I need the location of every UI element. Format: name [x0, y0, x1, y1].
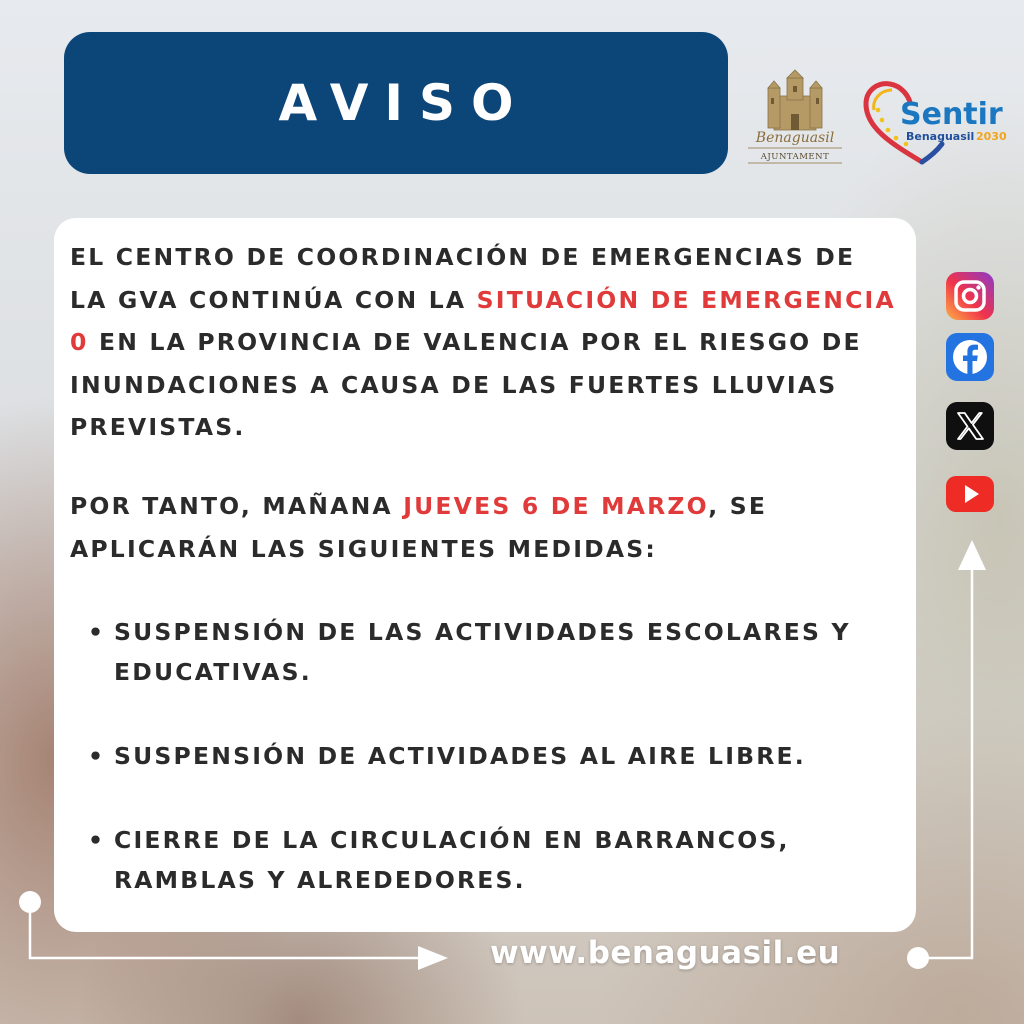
- connector-dot-left: [19, 891, 41, 913]
- notice-card: [54, 218, 916, 932]
- ajuntament-subtitle: AJUNTAMENT: [760, 152, 830, 162]
- arrow-up-icon: [958, 540, 986, 570]
- connector-dot-right: [907, 947, 929, 969]
- page-title: AVISO: [278, 74, 530, 132]
- emergency-level-highlight: SITUACIÓN DE EMERGENCIA 0: [70, 285, 896, 356]
- notice-paragraph-2: [70, 485, 900, 570]
- website-link[interactable]: www.benaguasil.eu: [490, 935, 841, 971]
- paragraph-2-text-end: , SE APLICARÁN LAS SIGUIENTES MEDIDAS:: [70, 492, 768, 563]
- youtube-icon[interactable]: [946, 470, 994, 518]
- sentir-subtitle: Benaguasil: [906, 130, 975, 143]
- x-icon[interactable]: [946, 402, 994, 450]
- aviso-banner: [64, 32, 728, 174]
- sentir-logo: [862, 80, 1010, 166]
- sentir-year: 2030: [976, 130, 1007, 143]
- paragraph-2-text-start: POR TANTO, MAÑANA: [70, 492, 404, 520]
- date-highlight: JUEVES 6 DE MARZO: [403, 492, 709, 520]
- facebook-icon[interactable]: [946, 333, 994, 381]
- measure-item: • SUSPENSIÓN DE ACTIVIDADES AL AIRE LIBRE.: [88, 736, 914, 776]
- ajuntament-name: Benaguasil: [755, 130, 835, 146]
- sentir-word: Sentir: [900, 97, 1003, 132]
- notice-paragraph-1: [70, 236, 900, 449]
- arrow-right-icon: [418, 946, 448, 970]
- measure-item: • CIERRE DE LA CIRCULACIÓN EN BARRANCOS, RAMBLAS Y ALREDEDORES.: [88, 820, 914, 900]
- paragraph-1-text-start: EL CENTRO DE COORDINACIÓN DE EMERGENCIAS DE LA GVA CONTINÚA CON LA: [70, 243, 856, 314]
- measure-item: • SUSPENSIÓN DE LAS ACTIVIDADES ESCOLARES Y EDUCATIVAS.: [88, 612, 914, 692]
- instagram-icon[interactable]: [946, 272, 994, 320]
- ajuntament-logo: [742, 66, 848, 170]
- paragraph-1-text-end: EN LA PROVINCIA DE VALENCIA POR EL RIESGO DE INUNDACIONES A CAUSA DE LAS FUERTES LLUVIAS PREVISTAS.: [70, 328, 862, 441]
